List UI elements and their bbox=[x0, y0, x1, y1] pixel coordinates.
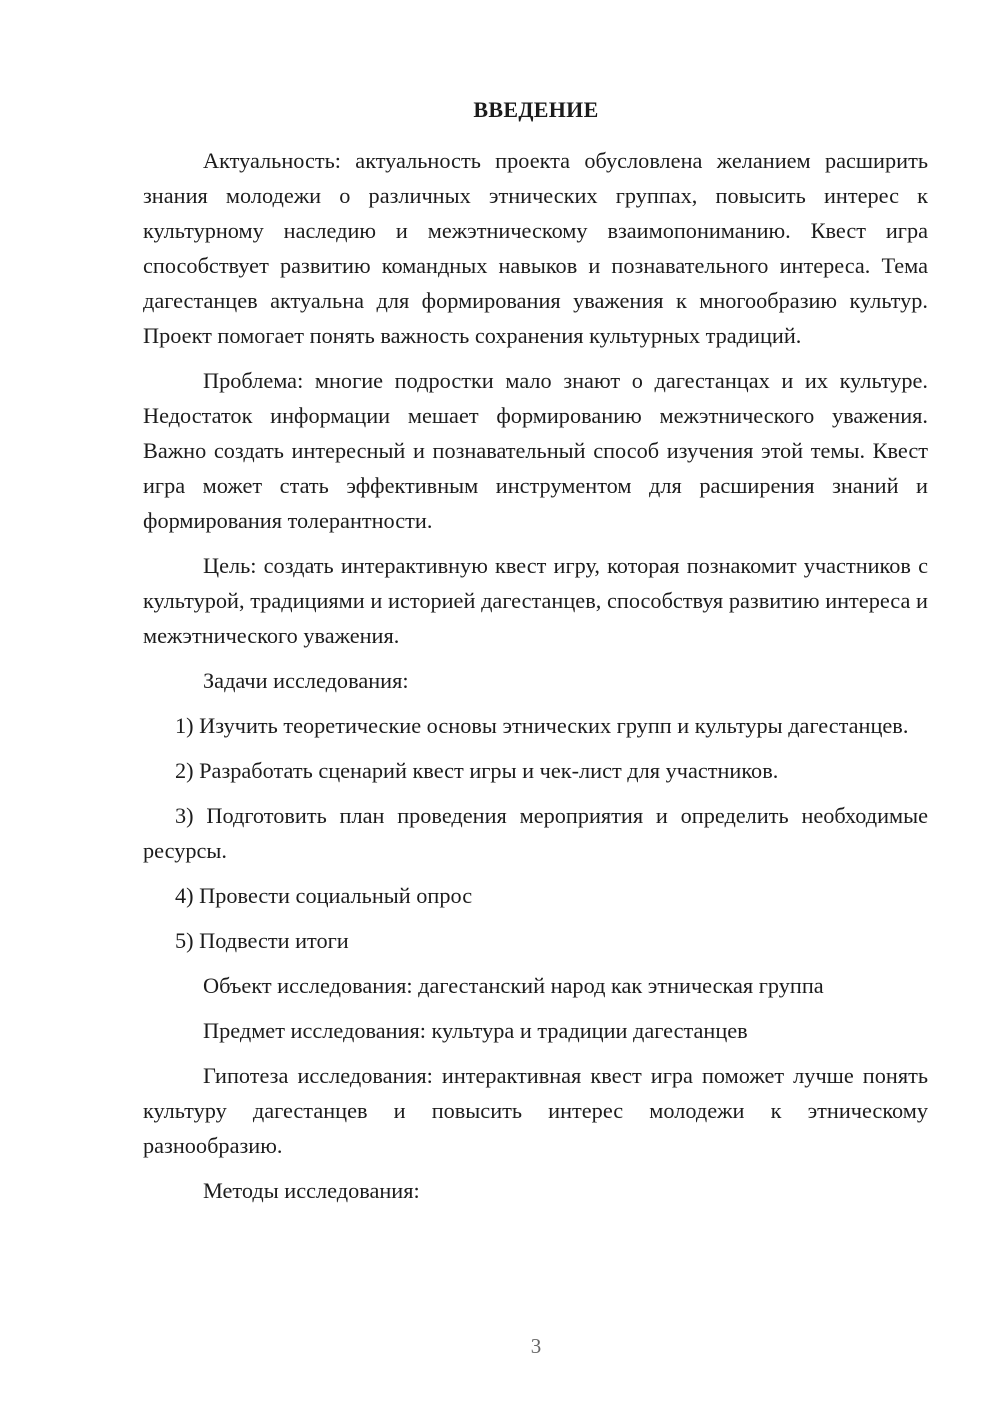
task-item-5: 5) Подвести итоги bbox=[175, 928, 349, 953]
task-item-4: 4) Провести социальный опрос bbox=[175, 883, 473, 908]
methods-heading: Методы исследования: bbox=[203, 1178, 420, 1203]
paragraph-subject: Предмет исследования: культура и традиции дагестанцев bbox=[203, 1018, 748, 1043]
page-number: 3 bbox=[530, 1334, 542, 1358]
paragraph-problem: Проблема: многие подростки мало знают о дагестанцах и их культуре. Недостаток информации мешает формированию межэтнического уважения. Важно создать интересный и познавательный способ изучения этой темы. Квест игра может стать эффективным инструментом для расширения знаний и формирования толерантности. bbox=[143, 368, 928, 533]
task-item-3: 3) Подготовить план проведения мероприятия и определить необходимые ресурсы. bbox=[143, 803, 928, 863]
paragraph-hypothesis: Гипотеза исследования: интерактивная квест игра поможет лучше понять культуру дагестанцев и повысить интерес молодежи к этническому разнообразию. bbox=[143, 1063, 928, 1158]
task-item-1: 1) Изучить теоретические основы этнических групп и культуры дагестанцев. bbox=[175, 713, 909, 738]
page-title: ВВЕДЕНИЕ bbox=[473, 97, 599, 122]
paragraph-relevance: Актуальность: актуальность проекта обусловлена желанием расширить знания молодежи о различных этнических группах, повысить интерес к культурному наследию и межэтническому взаимопониманию. Квест игра способствует развитию командных навыков и познавательного интереса. Тема дагестанцев актуальна для формирования уважения к многообразию культур. Проект помогает понять важность сохранения культурных традиций. bbox=[143, 148, 928, 348]
document-body bbox=[143, 143, 928, 1218]
task-item-2: 2) Разработать сценарий квест игры и чек-лист для участников. bbox=[175, 758, 779, 783]
tasks-heading: Задачи исследования: bbox=[203, 668, 409, 693]
paragraph-object: Объект исследования: дагестанский народ как этническая группа bbox=[203, 973, 824, 998]
paragraph-goal: Цель: создать интерактивную квест игру, которая познакомит участников с культурой, традициями и историей дагестанцев, способствуя развитию интереса и межэтнического уважения. bbox=[143, 553, 928, 648]
